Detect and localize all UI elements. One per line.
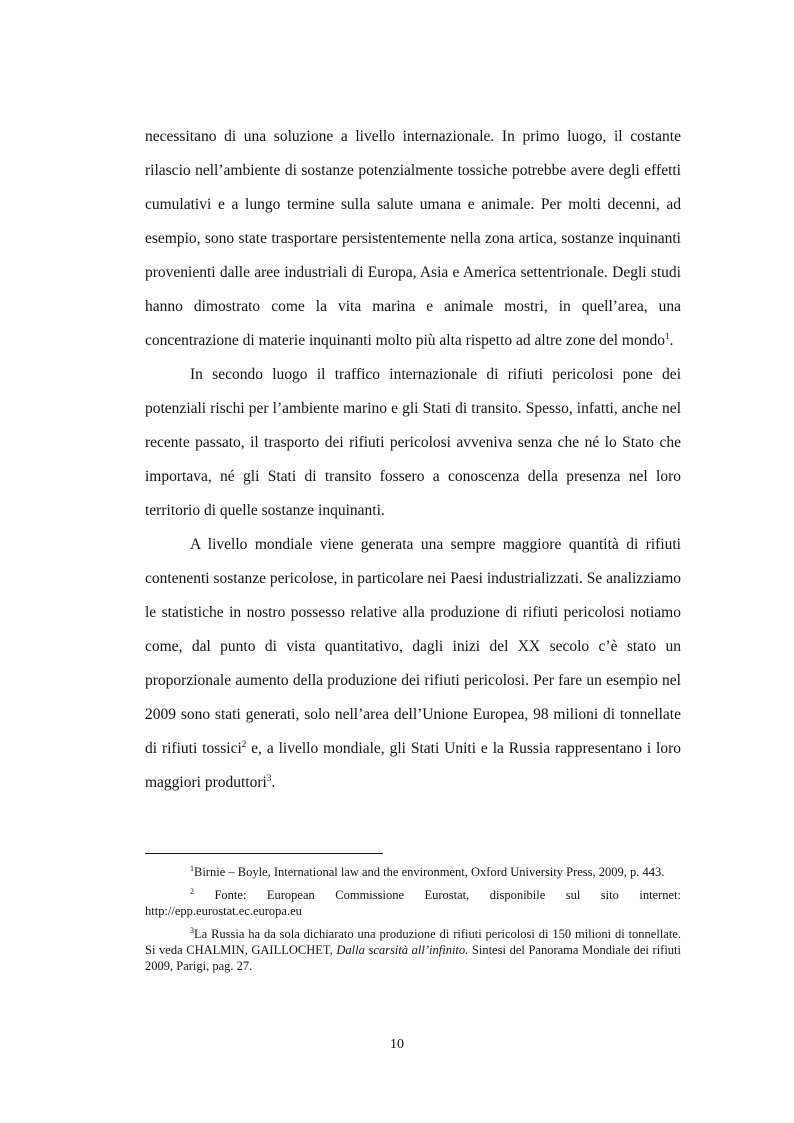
paragraph-2: In secondo luogo il traffico internazionale di rifiuti pericolosi pone dei potenziali rischi per l’ambiente marino e gli Stati di transito. Spesso, infatti, anche nel recente passato, il trasporto dei rifiuti pericolosi avveniva senza che né lo Stato che importava, né gli Stati di transito fossero a conoscenza della presenza nel loro territorio di quelle sostanze inquinanti. [145,366,681,519]
paragraph-3-text-a: A livello mondiale viene generata una sempre maggiore quantità di rifiuti contenenti sostanze pericolose, in particolare nei Paesi industrializzati. Se analizziamo le statistiche in nostro possesso relative alla produzione di rifiuti pericolosi notiamo come, dal punto di vista quantitativo, dagli inizi del XX secolo c’è stato un proporzionale aumento della produzione dei rifiuti pericolosi. Per fare un esempio nel 2009 sono stati generati, solo nell’area dell’Unione Europea, 98 milioni di tonnellate di rifiuti tossici [145,536,681,757]
page-number: 10 [390,1037,404,1052]
footnote-3 [145,926,681,974]
footnote-3-text-b: Sintesi del Panorama Mondiale dei rifiuti 2009, Parigi, pag. 27. [145,943,681,973]
paragraph-1 [145,120,681,358]
footnote-1-text: Birnie – Boyle, International law and the environment, Oxford University Press, 2009, p. 443. [194,865,665,879]
footnote-2-text: Fonte: European Commissione Eurostat, disponibile sul sito internet: http://epp.eurostat.ec.europa.eu [145,888,681,918]
paragraph-3 [145,528,681,800]
footnote-1 [145,864,681,880]
footnote-ref-2[interactable]: 2 [241,738,247,749]
footnote-ref-1[interactable]: 1 [664,330,670,341]
footnote-2-mark: 2 [190,886,194,896]
footnote-2 [145,887,681,919]
footnote-1-mark: 1 [190,863,194,873]
footnotes [145,864,681,981]
paragraph-1-text: necessitano di una soluzione a livello internazionale. In primo luogo, il costante rilascio nell’ambiente di sostanze potenzialmente tossiche potrebbe avere degli effetti cumulativi e a lungo termine sulla salute umana e animale. Per molti decenni, ad esempio, sono state trasportare persistentemente nella zona artica, sostanze inquinanti provenienti dalle aree industriali di Europa, Asia e America settentrionale. Degli studi hanno dimostrato come la vita marina e animale mostri, in quell’area, una concentrazione di materie inquinanti molto più alta rispetto ad altre zone del mondo [145,128,681,349]
footnote-3-mark: 3 [190,925,194,935]
paragraph-3-end: . [271,774,276,791]
footnote-3-text-a: La Russia ha da sola dichiarato una produzione di rifiuti pericolosi di 150 milioni di tonnellate. Si veda CHALMIN, GAILLOCHET, [145,927,681,957]
footnote-ref-3[interactable]: 3 [266,772,272,783]
paragraph-1-end: . [669,332,674,349]
document-body [145,120,681,800]
paragraph-3-text-b: e, a livello mondiale, gli Stati Uniti e la Russia rappresentano i loro maggiori produttori [145,740,682,791]
footnote-separator [145,853,383,854]
footnote-3-title: Dalla scarsità all’infinito. [336,943,469,957]
